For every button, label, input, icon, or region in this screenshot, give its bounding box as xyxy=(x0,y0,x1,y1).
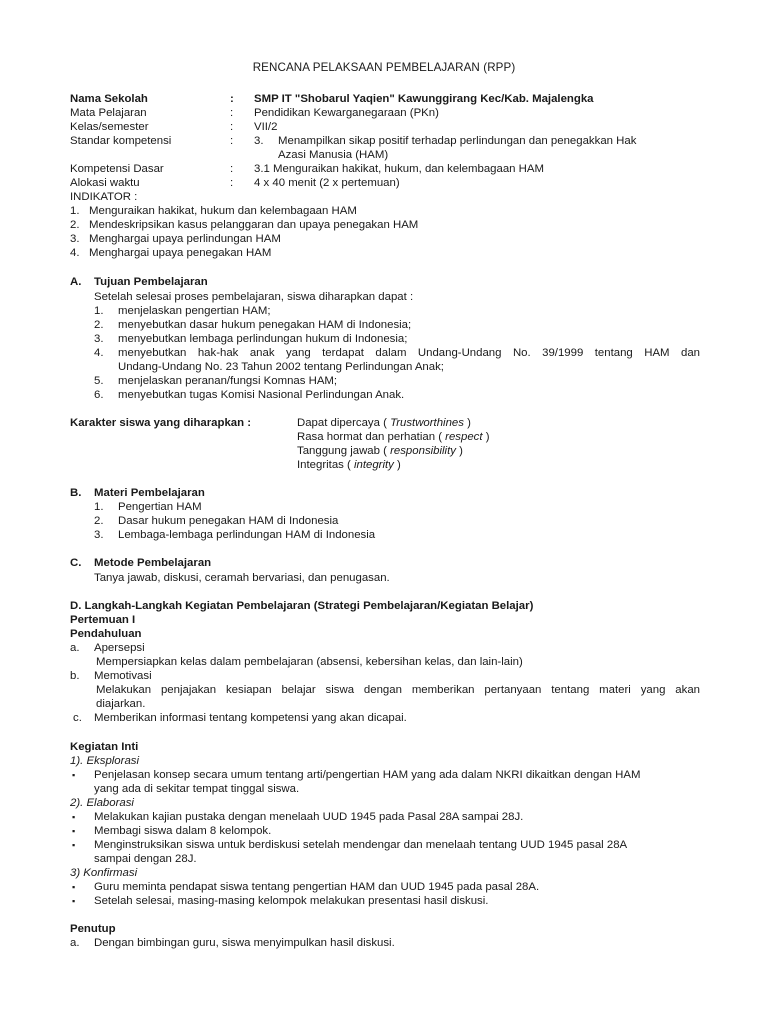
materi-number: 1. xyxy=(94,501,104,513)
konfirmasi-item: Guru meminta pendapat siswa tentang pengertian HAM dan UUD 1945 pada pasal 28A. xyxy=(94,881,540,893)
identity-value: 3.1 Menguraikan hakikat, hukum, dan kelembagaan HAM xyxy=(254,163,544,175)
section-letter: C. xyxy=(70,557,82,569)
identity-value: Menampilkan sikap positif terhadap perlindungan dan penegakkan Hak xyxy=(278,135,637,147)
karakter-close: ) xyxy=(485,431,490,443)
identity-row-standar-kompetensi xyxy=(70,134,710,148)
materi-item: Lembaga-lembaga perlindungan HAM di Indonesia xyxy=(118,529,376,541)
pendahuluan-label: c. xyxy=(73,712,82,724)
metode-text: Tanya jawab, diskusi, ceramah bervariasi, dan penugasan. xyxy=(94,572,390,584)
materi-number: 2. xyxy=(94,515,104,527)
identity-label: Kompetensi Dasar xyxy=(70,163,164,175)
memotivasi-text: Melakukan penjajakan kesiapan belajar siswa dengan memberikan pertanyaan tentang materi yang akan xyxy=(96,684,700,696)
bullet-icon: ▪ xyxy=(72,882,76,892)
karakter-item xyxy=(297,444,463,458)
penutup-text: Dengan bimbingan guru, siswa menyimpulkan hasil diskusi. xyxy=(94,937,395,949)
section-letter: A. xyxy=(70,276,82,288)
identity-colon: : xyxy=(230,163,234,175)
karakter-heading: Karakter siswa yang diharapkan : xyxy=(70,417,252,429)
tujuan-item: menyebutkan lembaga perlindungan hukum di Indonesia; xyxy=(118,333,408,345)
materi-number: 3. xyxy=(94,529,104,541)
document-title: RENCANA PELAKSAAN PEMBELAJARAN (RPP) xyxy=(252,61,516,74)
indikator-item: Mendeskripsikan kasus pelanggaran dan upaya penegakan HAM xyxy=(89,219,419,231)
inti-heading: Kegiatan Inti xyxy=(70,741,139,753)
karakter-term: respect xyxy=(445,431,483,443)
tujuan-number: 2. xyxy=(94,319,104,331)
bullet-icon: ▪ xyxy=(72,840,76,850)
indikator-item: Menguraikan hakikat, hukum dan kelembagaan HAM xyxy=(89,205,357,217)
karakter-term: responsibility xyxy=(390,445,456,457)
elaborasi-item-cont: sampai dengan 28J. xyxy=(94,853,197,865)
elaborasi-heading: 2). Elaborasi xyxy=(70,797,134,809)
identity-value-cont: Azasi Manusia (HAM) xyxy=(278,149,389,161)
karakter-close: ) xyxy=(459,445,463,457)
karakter-close: ) xyxy=(397,459,401,471)
karakter-text: Rasa hormat dan perhatian ( xyxy=(297,431,442,443)
identity-row-standar-kompetensi-cont xyxy=(70,148,710,162)
metode-heading: Metode Pembelajaran xyxy=(94,557,212,569)
tujuan-heading: Tujuan Pembelajaran xyxy=(94,276,208,288)
karakter-text: Integritas ( xyxy=(297,459,351,471)
tujuan-number: 6. xyxy=(94,389,104,401)
identity-row-alokasi-waktu xyxy=(70,176,710,190)
identity-row-kompetensi-dasar xyxy=(70,162,710,176)
tujuan-item: menjelaskan pengertian HAM; xyxy=(118,305,271,317)
elaborasi-item: Melakukan kajian pustaka dengan menelaah UUD 1945 pada Pasal 28A sampai 28J. xyxy=(94,811,524,823)
indikator-item: Menghargai upaya perlindungan HAM xyxy=(89,233,281,245)
tujuan-number: 1. xyxy=(94,305,104,317)
apersepsi-title: Apersepsi xyxy=(94,642,145,654)
tujuan-number: 3. xyxy=(94,333,104,345)
indikator-number: 3. xyxy=(70,233,80,245)
eksplorasi-item-cont: yang ada di sekitar tempat tinggal siswa. xyxy=(94,783,300,795)
karakter-item xyxy=(297,430,490,444)
identity-label: Alokasi waktu xyxy=(70,177,140,189)
identity-label: Standar kompetensi xyxy=(70,135,172,147)
langkah-heading: D. Langkah-Langkah Kegiatan Pembelajaran (Strategi Pembelajaran/Kegiatan Belajar) xyxy=(70,600,534,612)
apersepsi-text: Mempersiapkan kelas dalam pembelajaran (absensi, kebersihan kelas, dan lain-lain) xyxy=(96,656,523,668)
tujuan-item: menyebutkan hak-hak anak yang terdapat dalam Undang-Undang No. 39/1999 tentang HAM dan xyxy=(118,347,700,359)
penutup-heading: Penutup xyxy=(70,923,116,935)
informasi-text: Memberikan informasi tentang kompetensi yang akan dicapai. xyxy=(94,712,407,724)
identity-colon: : xyxy=(230,93,234,105)
karakter-term: integrity xyxy=(353,459,394,471)
memotivasi-title: Memotivasi xyxy=(94,670,152,682)
identity-colon: : xyxy=(230,135,234,147)
karakter-text: Tanggung jawab ( xyxy=(297,445,387,457)
bullet-icon: ▪ xyxy=(72,770,76,780)
materi-heading: Materi Pembelajaran xyxy=(94,487,205,499)
elaborasi-item: Membagi siswa dalam 8 kelompok. xyxy=(94,825,272,837)
identity-value: Pendidikan Kewarganegaraan (PKn) xyxy=(254,107,439,119)
pendahuluan-label: b. xyxy=(70,670,80,682)
eksplorasi-item: Penjelasan konsep secara umum tentang arti/pengertian HAM yang ada dalam NKRI dikaitkan dengan HAM xyxy=(94,769,641,781)
identity-label: Nama Sekolah xyxy=(70,93,148,105)
materi-item: Pengertian HAM xyxy=(118,501,202,513)
identity-label: Kelas/semester xyxy=(70,121,149,133)
eksplorasi-heading: 1). Eksplorasi xyxy=(70,755,140,767)
indikator-number: 1. xyxy=(70,205,80,217)
tujuan-number: 5. xyxy=(94,375,104,387)
tujuan-intro: Setelah selesai proses pembelajaran, siswa diharapkan dapat : xyxy=(94,291,414,303)
tujuan-item: menjelaskan peranan/fungsi Komnas HAM; xyxy=(118,375,338,387)
identity-value: 4 x 40 menit (2 x pertemuan) xyxy=(254,177,400,189)
identity-value: VII/2 xyxy=(254,121,278,133)
tujuan-number: 4. xyxy=(94,347,104,359)
karakter-item xyxy=(297,458,401,472)
penutup-label: a. xyxy=(70,937,80,949)
bullet-icon: ▪ xyxy=(72,812,76,822)
indikator-number: 2. xyxy=(70,219,80,231)
identity-value: SMP IT "Shobarul Yaqien" Kawunggirang Kec/Kab. Majalengka xyxy=(254,93,594,105)
elaborasi-item: Menginstruksikan siswa untuk berdiskusi setelah mendengar dan menelaah tentang UUD 1945 pasal 28A xyxy=(94,839,628,851)
identity-row-nama-sekolah xyxy=(70,92,710,106)
identity-colon: : xyxy=(230,177,234,189)
bullet-icon: ▪ xyxy=(72,826,76,836)
konfirmasi-item: Setelah selesai, masing-masing kelompok melakukan presentasi hasil diskusi. xyxy=(94,895,489,907)
memotivasi-text-cont: diajarkan. xyxy=(96,698,146,710)
pendahuluan-heading: Pendahuluan xyxy=(70,628,142,640)
tujuan-item: menyebutkan tugas Komisi Nasional Perlindungan Anak. xyxy=(118,389,405,401)
karakter-item xyxy=(297,416,471,430)
karakter-close: ) xyxy=(467,417,471,429)
bullet-icon: ▪ xyxy=(72,896,76,906)
identity-number: 3. xyxy=(254,135,264,147)
section-letter: B. xyxy=(70,487,82,499)
tujuan-item: menyebutkan dasar hukum penegakan HAM di Indonesia; xyxy=(118,319,412,331)
konfirmasi-heading: 3) Konfirmasi xyxy=(70,867,138,879)
materi-item: Dasar hukum penegakan HAM di Indonesia xyxy=(118,515,339,527)
identity-colon: : xyxy=(230,121,234,133)
indikator-number: 4. xyxy=(70,247,80,259)
identity-colon: : xyxy=(230,107,234,119)
pendahuluan-label: a. xyxy=(70,642,80,654)
identity-row-kelas xyxy=(70,120,710,134)
pertemuan-heading: Pertemuan I xyxy=(70,614,136,626)
identity-row-mata-pelajaran xyxy=(70,106,710,120)
identity-label: Mata Pelajaran xyxy=(70,107,147,119)
karakter-term: Trustworthines xyxy=(390,417,464,429)
karakter-text: Dapat dipercaya ( xyxy=(297,417,387,429)
indikator-item: Menghargai upaya penegakan HAM xyxy=(89,247,272,259)
indikator-heading: INDIKATOR : xyxy=(70,191,138,203)
tujuan-item-cont: Undang-Undang No. 23 Tahun 2002 tentang Perlindungan Anak; xyxy=(118,361,444,373)
